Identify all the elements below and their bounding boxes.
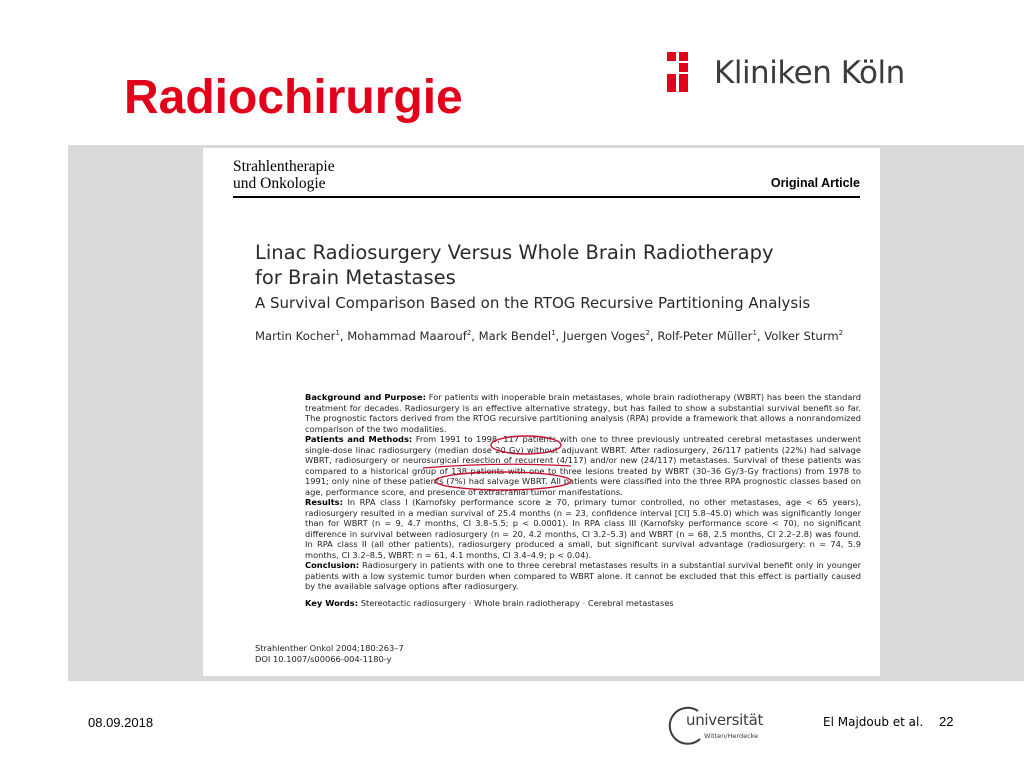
author: Martin Kocher$^1$ xyxy=(255,329,340,343)
abstract-background: Background and Purpose: For patients with inoperable brain metastases, whole brain radiotherapy (WBRT) has been the standard treatment for decades. Radiosurgery is an effective alternative strategy, but has failed to show a substantial survival benefit so far. The prognostic factors derived from the RTOG recursive partitioning analysis (RPA) provide a framework that allows a nonrandomized comparison of the two modalities. xyxy=(305,392,862,434)
citation-line-2: DOI 10.1007/s00066-004-1180-y xyxy=(255,654,392,664)
page-number: 22 xyxy=(939,714,954,729)
university-subtitle: Witten/Herdecke xyxy=(704,732,759,740)
paper-subtitle: A Survival Comparison Based on the RTOG Recursive Partitioning Analysis xyxy=(255,294,811,312)
logo-text: Kliniken Köln xyxy=(714,55,905,91)
author: Rolf-Peter Müller$^1$ xyxy=(657,329,757,343)
author: Juergen Voges$^2$ xyxy=(562,329,651,343)
journal-name xyxy=(233,158,335,192)
journal-line-2: und Onkologie xyxy=(233,175,326,192)
article-type: Original Article xyxy=(770,176,860,190)
journal-line-1: Strahlentherapie xyxy=(233,158,335,175)
footer-author: El Majdoub et al. xyxy=(823,715,924,729)
header-rule xyxy=(233,196,860,198)
citation-line-1: Strahlenther Onkol 2004;180:263–7 xyxy=(255,643,404,653)
abstract-keywords: Key Words: Stereotactic radiosurgery · Whole brain radiotherapy · Cerebral metastases xyxy=(305,597,674,608)
university-name: universität xyxy=(686,711,764,729)
cross-logo-icon xyxy=(662,52,702,94)
author-list: Martin Kocher$^1$, Mohammad Maarouf$^2$, Mark Bendel$^1$, Juergen Voges$^2$, Rolf-Peter Müller$^1$, Volker Sturm$^2$ xyxy=(255,329,844,343)
footer-date: 08.09.2018 xyxy=(88,715,154,730)
abstract xyxy=(305,392,861,608)
author: Volker Sturm$^2$ xyxy=(764,329,844,343)
paper-title-line-2: for Brain Metastases xyxy=(255,266,456,289)
paper-title-line-1: Linac Radiosurgery Versus Whole Brain Radiotherapy xyxy=(255,241,774,264)
paper-screenshot xyxy=(203,148,880,676)
abstract-methods: Patients and Methods: From 1991 to 1998, 117 patients with one to three previously untreated cerebral metastases underwent single-dose linac radiosurgery (median dose 20 Gy) without adjuvant WBRT. After radiosurgery, 26/117 patients (22%) had salvage WBRT, radiosurgery or neurosurgical resection of recurrent (4/117) and/or new (24/117) metastases. Survival of these patients was compared to a historical group of 138 patients with one to three lesions treated by WBRT (30–36 Gy/3-Gy fractions) from 1978 to 1991; only nine of these patients (7%) had salvage WBRT. All patients were classified into the three RPA prognostic classes based on age, performance score, and presence of extracranial tumor manifestations. xyxy=(305,434,861,497)
slide-title: Radiochirurgie xyxy=(124,71,463,124)
abstract-conclusion: Conclusion: Radiosurgery in patients with one to three cerebral metastases results in a substantial survival benefit only in younger patients with a low systemic tumor burden when compared to WBRT alone. It cannot be excluded that this effect is partially caused by the available salvage options after radiosurgery. xyxy=(305,560,861,591)
kliniken-koeln-logo xyxy=(662,52,905,98)
university-logo xyxy=(668,703,768,747)
abstract-results: Results: In RPA class I (Karnofsky performance score ≥ 70, primary tumor controlled, no other metastases, age < 65 years), radiosurgery resulted in a median survival of 25.4 months (n = 23, confidence interval [CI] 5.8–45.0) which was significantly longer than for WBRT (n = 9, 4.7 months, CI 3.8–5.5; p < 0.0001). In RPA class III (Karnofsky performance score < 70), no significant difference in survival between radiosurgery (n = 20, 4.2 months, CI 3.2–5.3) and WBRT (n = 68, 2.5 months, CI 2.2–2.8) was found. In RPA class II (all other patients), radiosurgery produced a small, but significant survival advantage (radiosurgery: n = 74, 5.9 months, CI 3.2–8.5, WBRT: n = 61, 4.1 months, CI 3.4–4.9; p < 0.04). xyxy=(305,497,861,560)
author: Mark Bendel$^1$ xyxy=(478,329,556,343)
citation xyxy=(255,643,404,665)
author: Mohammad Maarouf$^2$ xyxy=(347,329,472,343)
paper-title xyxy=(255,240,865,290)
